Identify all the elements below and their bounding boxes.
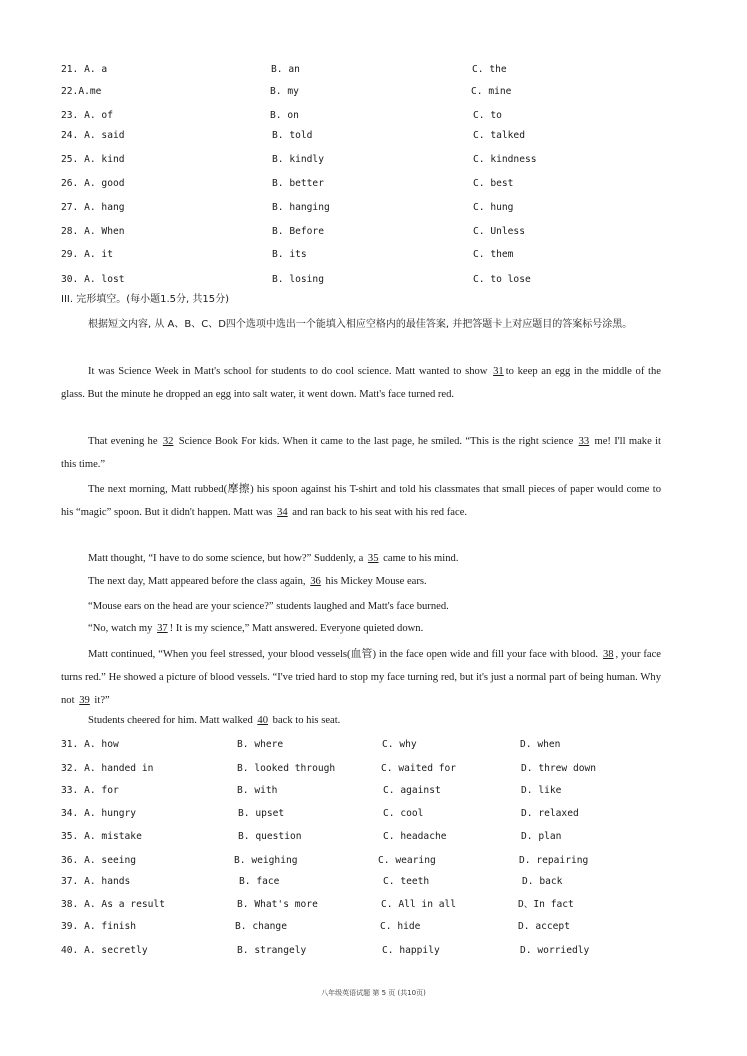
option-c: C. All in all: [381, 899, 457, 910]
option-c: C. hide: [380, 921, 421, 932]
option-d: D. accept: [518, 921, 570, 932]
option-c: C. waited for: [381, 763, 457, 774]
option-a: 35. A. mistake: [61, 831, 142, 842]
option-b: B. looked through: [237, 763, 336, 774]
option-c: C. them: [473, 249, 514, 260]
option-b: B. strangely: [237, 945, 307, 956]
option-row: [0, 761, 747, 777]
option-b: B. kindly: [272, 154, 324, 165]
option-row: [0, 84, 747, 100]
option-row: [0, 897, 747, 913]
option-row: [0, 783, 747, 799]
option-a: 33. A. for: [61, 785, 119, 796]
option-c: C. mine: [471, 86, 512, 97]
option-a: 22.A.me: [61, 86, 102, 97]
section-title: III. 完形填空。(每小题1.5分, 共15分): [61, 294, 229, 305]
option-row: [0, 943, 747, 959]
option-row: [0, 176, 747, 192]
passage-paragraph-3: The next morning, Matt rubbed(摩擦) his spoon against his T-shirt and told his classmates that small pieces of paper would come to his “magic” spoon. But it didn't happen. Matt was 34 and ran back to his seat with his red face.: [61, 484, 661, 518]
option-b: B. face: [239, 876, 280, 887]
option-a: 29. A. it: [61, 249, 113, 260]
option-b: B. its: [272, 249, 307, 260]
option-a: 40. A. secretly: [61, 945, 148, 956]
option-a: 28. A. When: [61, 226, 125, 237]
option-d: D. when: [520, 739, 561, 750]
option-b: B. better: [272, 178, 324, 189]
blank-32: 32: [162, 436, 174, 447]
blank-34: 34: [277, 507, 288, 518]
option-a: 25. A. kind: [61, 154, 125, 165]
option-c: C. against: [383, 785, 441, 796]
option-d: D. threw down: [521, 763, 597, 774]
option-d: D、In fact: [518, 899, 574, 910]
option-b: B. change: [235, 921, 287, 932]
option-c: C. why: [382, 739, 417, 750]
option-c: C. headache: [383, 831, 447, 842]
option-c: C. hung: [473, 202, 514, 213]
option-row: [0, 737, 747, 753]
option-a: 34. A. hungry: [61, 808, 137, 819]
blank-37: 37: [157, 623, 168, 634]
option-d: D. like: [521, 785, 562, 796]
option-d: D. relaxed: [521, 808, 579, 819]
option-row: [0, 272, 747, 288]
option-row: [0, 853, 747, 869]
option-a: 23. A. of: [61, 110, 113, 121]
option-a: 39. A. finish: [61, 921, 137, 932]
option-b: B. on: [270, 110, 299, 121]
option-a: 36. A. seeing: [61, 855, 137, 866]
option-c: C. Unless: [473, 226, 525, 237]
blank-40: 40: [257, 715, 268, 726]
option-d: D. back: [522, 876, 563, 887]
passage-paragraph-8: Matt continued, “When you feel stressed, your blood vessels(血管) in the face open wide and fill your face with blood. 38 , your face turns red.” He showed a picture of blood vessels. “I've tried hard to stop my face turning red, but it's just a normal part of being human. Why not 39 it?”: [61, 649, 662, 706]
option-a: 24. A. said: [61, 130, 125, 141]
option-b: B. my: [270, 86, 299, 97]
passage-paragraph-4: Matt thought, “I have to do some science, but how?” Suddenly, a 35 came to his mind.: [88, 553, 459, 564]
option-b: B. weighing: [234, 855, 298, 866]
option-b: B. question: [238, 831, 302, 842]
option-a: 30. A. lost: [61, 274, 125, 285]
option-a: 37. A. hands: [61, 876, 131, 887]
option-d: D. repairing: [519, 855, 589, 866]
option-row: [0, 128, 747, 144]
option-c: C. teeth: [383, 876, 430, 887]
option-c: C. to lose: [473, 274, 531, 285]
option-b: B. an: [271, 64, 300, 75]
option-b: B. with: [237, 785, 278, 796]
option-row: [0, 247, 747, 263]
option-a: 21. A. a: [61, 64, 108, 75]
option-a: 31. A. how: [61, 739, 119, 750]
option-b: B. What's more: [237, 899, 318, 910]
option-b: B. losing: [272, 274, 324, 285]
option-c: C. the: [472, 64, 507, 75]
option-row: [0, 152, 747, 168]
option-row: [0, 224, 747, 240]
option-row: [0, 919, 747, 935]
blank-36: 36: [310, 576, 321, 587]
option-c: C. kindness: [473, 154, 537, 165]
blank-35: 35: [367, 553, 379, 564]
option-c: C. to: [473, 110, 502, 121]
passage-paragraph-5: The next day, Matt appeared before the class again, 36 his Mickey Mouse ears.: [88, 576, 427, 587]
option-b: B. Before: [272, 226, 324, 237]
passage-paragraph-7: “No, watch my 37 ! It is my science,” Matt answered. Everyone quieted down.: [88, 623, 424, 634]
option-row: [0, 874, 747, 890]
option-row: [0, 108, 747, 124]
blank-33: 33: [578, 436, 590, 447]
option-c: C. talked: [473, 130, 525, 141]
option-a: 38. A. As a result: [61, 899, 165, 910]
option-b: B. where: [237, 739, 284, 750]
passage-paragraph-9: Students cheered for him. Matt walked 40 back to his seat.: [88, 715, 341, 726]
option-a: 32. A. handed in: [61, 763, 154, 774]
blank-39: 39: [79, 695, 90, 706]
option-d: D. worriedly: [520, 945, 590, 956]
option-c: C. wearing: [378, 855, 436, 866]
passage-paragraph-1: It was Science Week in Matt's school for students to do cool science. Matt wanted to show 31 to keep an egg in the middle of the glass. But the minute he dropped an egg into salt water, it went down. Matt's face turned red.: [61, 366, 661, 400]
option-a: 27. A. hang: [61, 202, 125, 213]
blank-31: 31: [493, 366, 504, 377]
option-c: C. happily: [382, 945, 440, 956]
option-b: B. upset: [238, 808, 285, 819]
passage-paragraph-6: “Mouse ears on the head are your science?” students laughed and Matt's face burned.: [88, 601, 449, 612]
option-row: [0, 829, 747, 845]
option-b: B. hanging: [272, 202, 330, 213]
option-a: 26. A. good: [61, 178, 125, 189]
page-footer: 八年级英语试题 第 5 页 (共10页): [321, 989, 426, 997]
option-b: B. told: [272, 130, 313, 141]
option-row: [0, 806, 747, 822]
option-c: C. best: [473, 178, 514, 189]
instructions: 根据短文内容, 从 A、B、C、D四个选项中选出一个能填入相应空格内的最佳答案, 并把答题卡上对应题目的答案标号涂黑。: [88, 319, 633, 330]
blank-38: 38: [602, 649, 614, 660]
passage-paragraph-2: That evening he 32 Science Book For kids. When it came to the last page, he smiled. “This is the right science 33 me! I'll make it this time.”: [61, 436, 661, 470]
option-c: C. cool: [383, 808, 424, 819]
option-row: [0, 62, 747, 78]
option-row: [0, 200, 747, 216]
option-d: D. plan: [521, 831, 562, 842]
